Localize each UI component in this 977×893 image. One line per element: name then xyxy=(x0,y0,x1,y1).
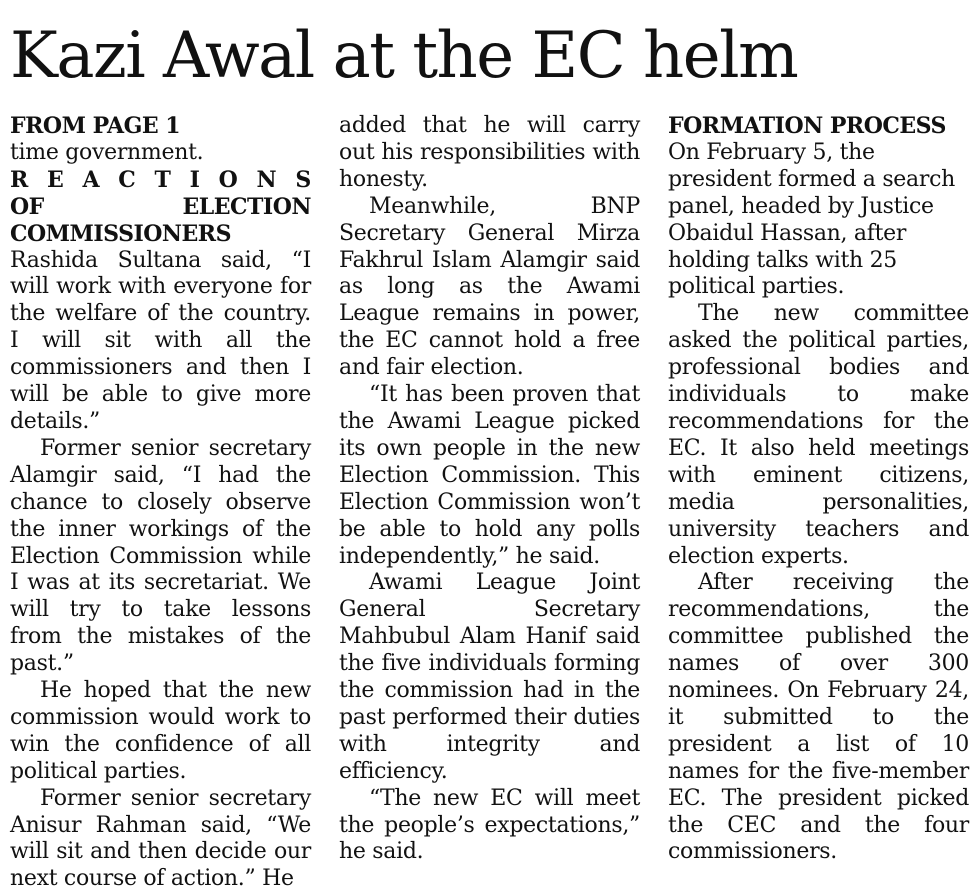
paragraph: After receiving the recommendations, the committee published the names of over 300 nominees. On February 24, it submitted to the president a list of 10 names for the five-member EC. The president picked the CEC and the four commissioners. xyxy=(668,570,969,865)
paragraph: “The new EC will meet the people’s expectations,” he said. xyxy=(339,785,640,865)
reactions-letter: C xyxy=(118,166,136,193)
paragraph: On February 5, the president formed a search panel, headed by Justice Obaidul Hassan, after holding talks with 25 political parties. xyxy=(668,139,955,300)
reactions-letter: E xyxy=(47,166,64,193)
paragraph: Rashida Sultana said, “I will work with everyone for the welfare of the country. I will sit with all the commissioners and then I will be able to give more details.” xyxy=(10,247,311,434)
formation-process-subhead: FORMATION PROCESS xyxy=(668,113,946,139)
column-2 xyxy=(339,113,640,866)
reactions-letter: A xyxy=(82,166,100,193)
paragraph: Awami League Joint General Secretary Mahbubul Alam Hanif said the five individuals forming the commission had in the past performed their duties with integrity and efficiency. xyxy=(339,570,640,784)
paragraph: The new committee asked the political parties, professional bodies and individuals to make recommendations for the EC. It also held meetings with eminent citizens, media personalities, university teachers and election experts. xyxy=(668,301,969,569)
reactions-letter: R xyxy=(10,166,28,193)
article-body xyxy=(10,113,969,892)
reactions-letter: S xyxy=(295,166,311,193)
lead-paragraph: time government. xyxy=(10,139,204,165)
reactions-subhead xyxy=(10,167,311,194)
paragraph: Former senior secretary Alamgir said, “I had the chance to closely observe the inner workings of the Election Commission while I was at its secretariat. We will try to take lessons from the mistakes of the past.” xyxy=(10,435,311,677)
headline: Kazi Awal at the EC helm xyxy=(10,19,798,93)
reactions-letter: O xyxy=(218,166,238,193)
paragraph: Former senior secretary Anisur Rahman said, “We will sit and then decide our next course of action.” He xyxy=(10,785,311,892)
reactions-subhead-line-3: COMMISSIONERS xyxy=(10,220,231,247)
paragraph: “It has been proven that the Awami League picked its own people in the new Election Commission. This Election Commission won’t be able to hold any polls independently,” he said. xyxy=(339,382,640,569)
paragraph: Meanwhile, BNP Secretary General Mirza Fakhrul Islam Alamgir said as long as the Awami League remains in power, the EC cannot hold a free and fair election. xyxy=(339,193,640,381)
reactions-subhead-line-2: OF ELECTION xyxy=(10,193,311,220)
paragraph: added that he will carry out his responsibilities with honesty. xyxy=(339,113,640,192)
column-1 xyxy=(10,113,311,893)
reactions-letter: I xyxy=(189,166,200,193)
reactions-letter: N xyxy=(256,166,277,193)
reactions-letter: T xyxy=(154,166,171,193)
paragraph: He hoped that the new commission would work to win the confidence of all political parties. xyxy=(10,678,311,784)
column-3 xyxy=(668,113,969,866)
jump-label: FROM PAGE 1 xyxy=(10,113,181,139)
